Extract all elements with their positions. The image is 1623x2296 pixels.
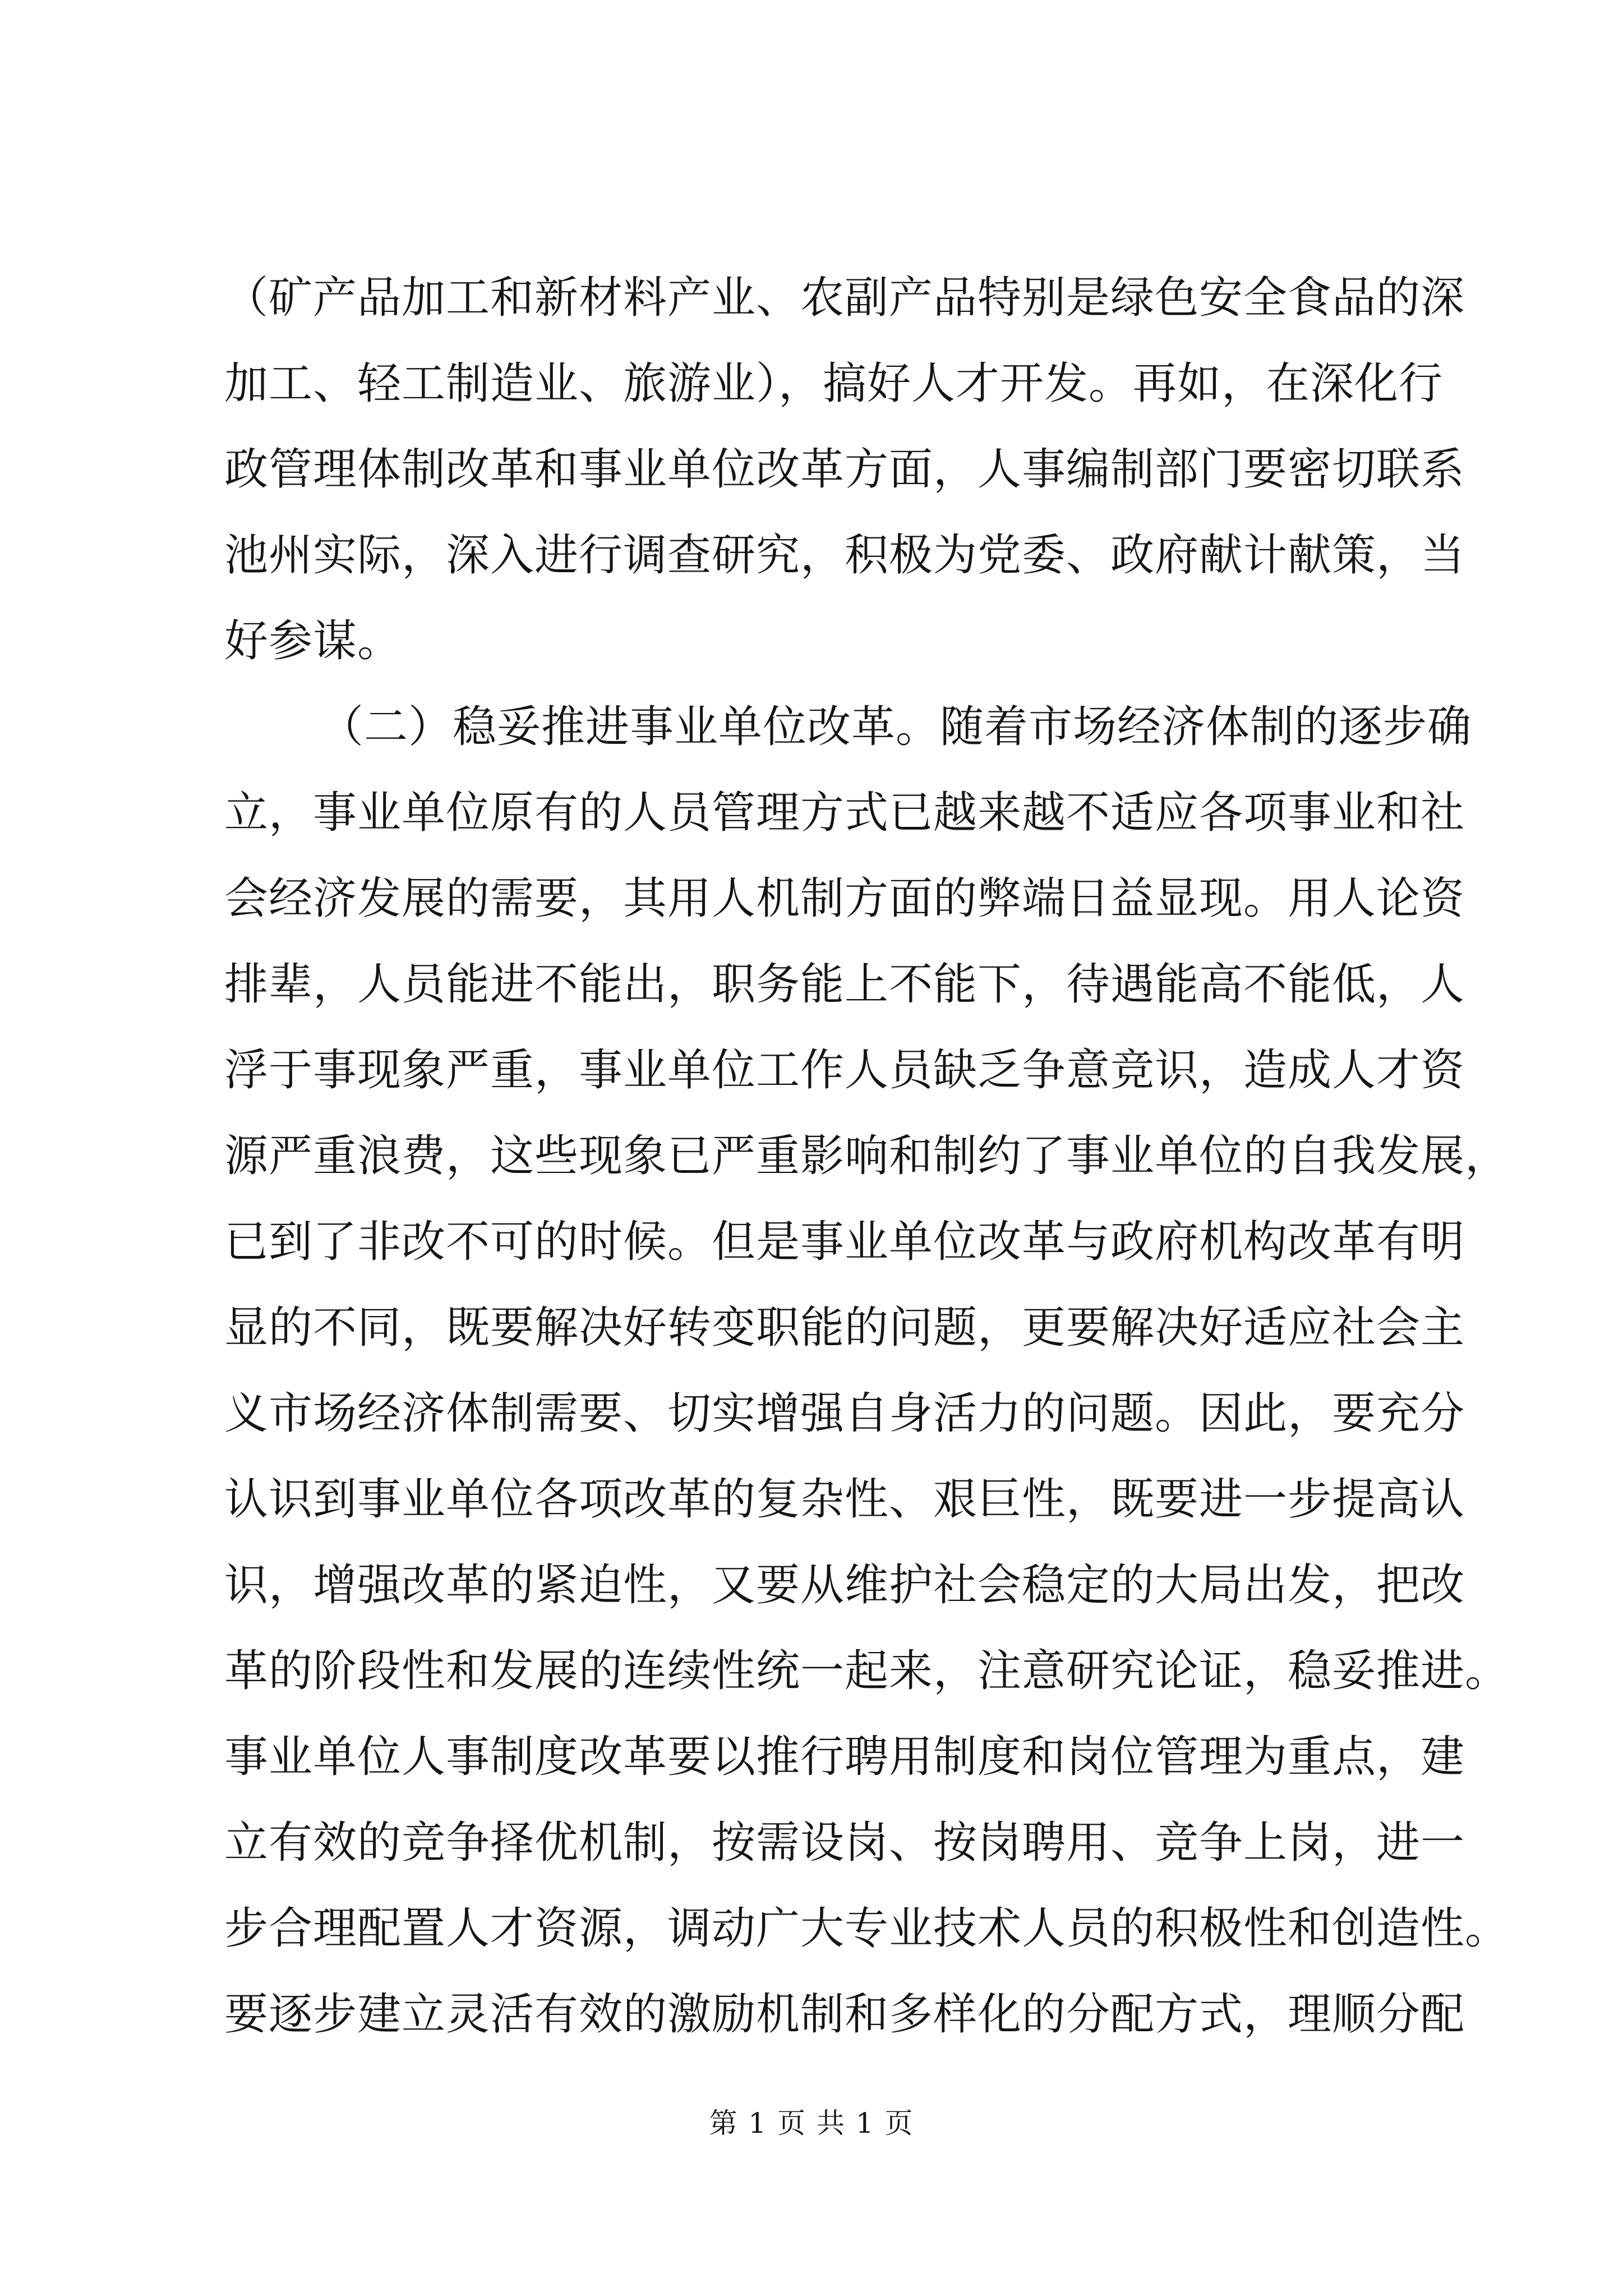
text-line: 步合理配置人才资源，调动广大专业技术人员的积极性和创造性。 [224,1903,1510,1954]
text-line: 池州实际，深入进行调查研究，积极为党委、政府献计献策，当 [224,530,1465,581]
text-line: 会经济发展的需要，其用人机制方面的弊端日益显现。用人论资 [224,873,1465,924]
text-line: 立，事业单位原有的人员管理方式已越来越不适应各项事业和社 [224,788,1465,838]
text-line: （二）稳妥推进事业单位改革。随着市场经济体制的逐步确 [320,702,1472,752]
text-line: 认识到事业单位各项改革的复杂性、艰巨性，既要进一步提高认 [224,1474,1465,1525]
text-line: 浮于事现象严重，事业单位工作人员缺乏争意竞识，造成人才资 [224,1045,1465,1096]
text-line: 排辈，人员能进不能出，职务能上不能下，待遇能高不能低，人 [224,959,1465,1010]
text-line: 已到了非改不可的时候。但是事业单位改革与政府机构改革有明 [224,1217,1465,1267]
text-line: 要逐步建立灵活有效的激励机制和多样化的分配方式，理顺分配 [224,1989,1465,2040]
document-body [224,255,1510,2058]
text-line: 好参谋。 [224,616,402,666]
text-line: 义市场经济体制需要、切实增强自身活力的问题。因此，要充分 [224,1388,1465,1439]
text-line: 源严重浪费，这些现象已严重影响和制约了事业单位的自我发展， [224,1131,1510,1181]
text-line: 革的阶段性和发展的连续性统一起来，注意研究论证，稳妥推进。 [224,1646,1510,1696]
page-footer: 第 1 页 共 1 页 [709,2107,914,2139]
text-line: 政管理体制改革和事业单位改革方面，人事编制部门要密切联系 [224,444,1465,495]
text-line: 显的不同，既要解决好转变职能的问题，更要解决好适应社会主 [224,1303,1465,1353]
text-line: 立有效的竞争择优机制，按需设岗、按岗聘用、竞争上岗，进一 [224,1818,1465,1868]
text-line: 加工、轻工制造业、旅游业），搞好人才开发。再如，在深化行 [224,358,1444,409]
text-line: 事业单位人事制度改革要以推行聘用制度和岗位管理为重点，建 [224,1732,1465,1782]
text-line: （矿产品加工和新材料产业、农副产品特别是绿色安全食品的深 [224,273,1465,323]
text-line: 识，增强改革的紧迫性，又要从维护社会稳定的大局出发，把改 [224,1560,1465,1611]
